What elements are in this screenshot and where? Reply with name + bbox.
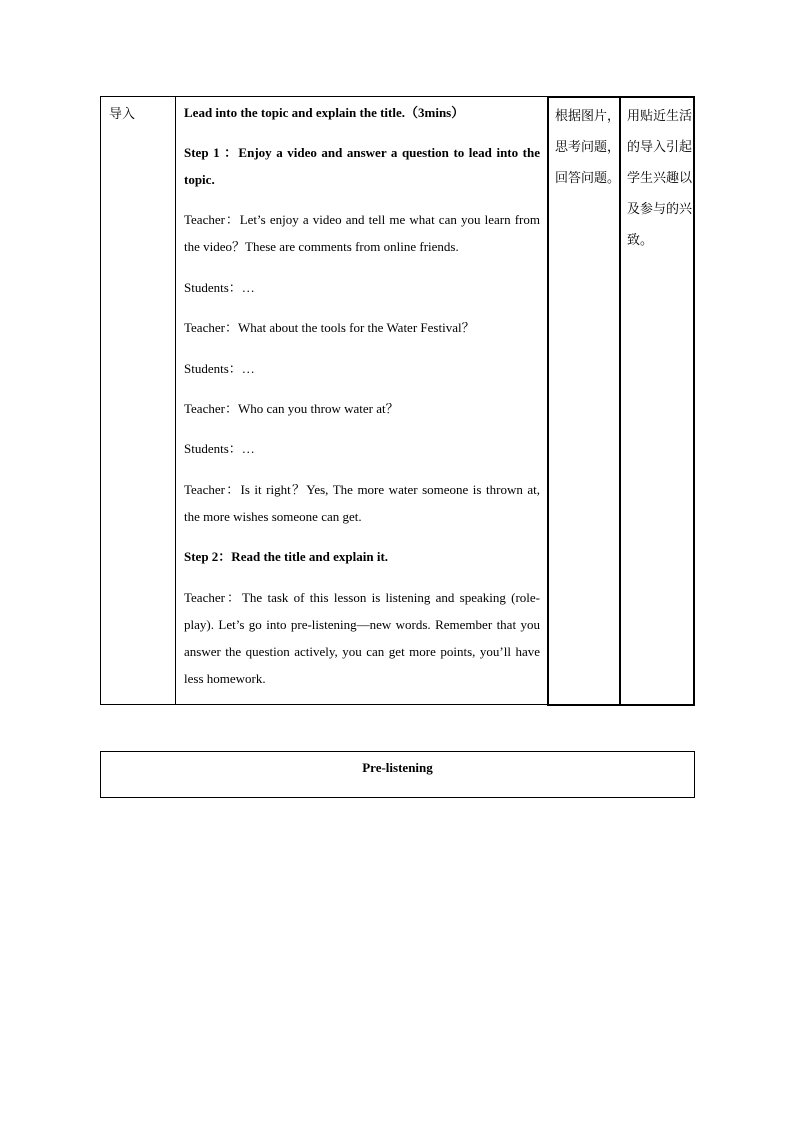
intro-heading: Lead into the topic and explain the title.（3mins） — [184, 105, 465, 120]
step1-heading: Step 1 ：Enjoy a video and answer a question to lead into the topic. — [184, 145, 540, 187]
students-line-3: Students：… — [184, 441, 255, 456]
teacher-line-2: Teacher：What about the tools for the Water Festival？ — [184, 320, 475, 335]
pre-listening-header-box — [100, 751, 695, 798]
step2-heading: Step 2：Read the title and explain it. — [184, 549, 389, 564]
teacher-line-3: Teacher：Who can you throw water at？ — [184, 401, 399, 416]
stage-cell — [100, 96, 176, 705]
teacher-line-4: Teacher：Is it right？Yes, The more water someone is thrown at, the more wishes someone can get. — [184, 482, 540, 524]
student-activity-text: 根据图片，思考问题，回答问题。 — [555, 109, 621, 186]
procedure-cell — [175, 96, 548, 705]
pre-listening-title: Pre-listening — [362, 760, 433, 775]
student-activity-cell — [547, 96, 620, 706]
students-line-2: Students：… — [184, 361, 255, 376]
teacher-line-1: Teacher：Let’s enjoy a video and tell me what can you learn from the video？These are comments from online friends. — [184, 212, 540, 254]
students-line-1: Students：… — [184, 280, 255, 295]
teacher-line-5: Teacher：The task of this lesson is listening and speaking (role-play). Let’s go into pre-listening—new words. Remember that you answer the question actively, you can get more points, you’ll have less homework. — [184, 590, 540, 686]
stage-label: 导入 — [109, 107, 136, 122]
design-intention-cell — [619, 96, 695, 706]
design-intention-text: 用贴近生活的导入引起学生兴趣以及参与的兴致。 — [627, 109, 693, 248]
